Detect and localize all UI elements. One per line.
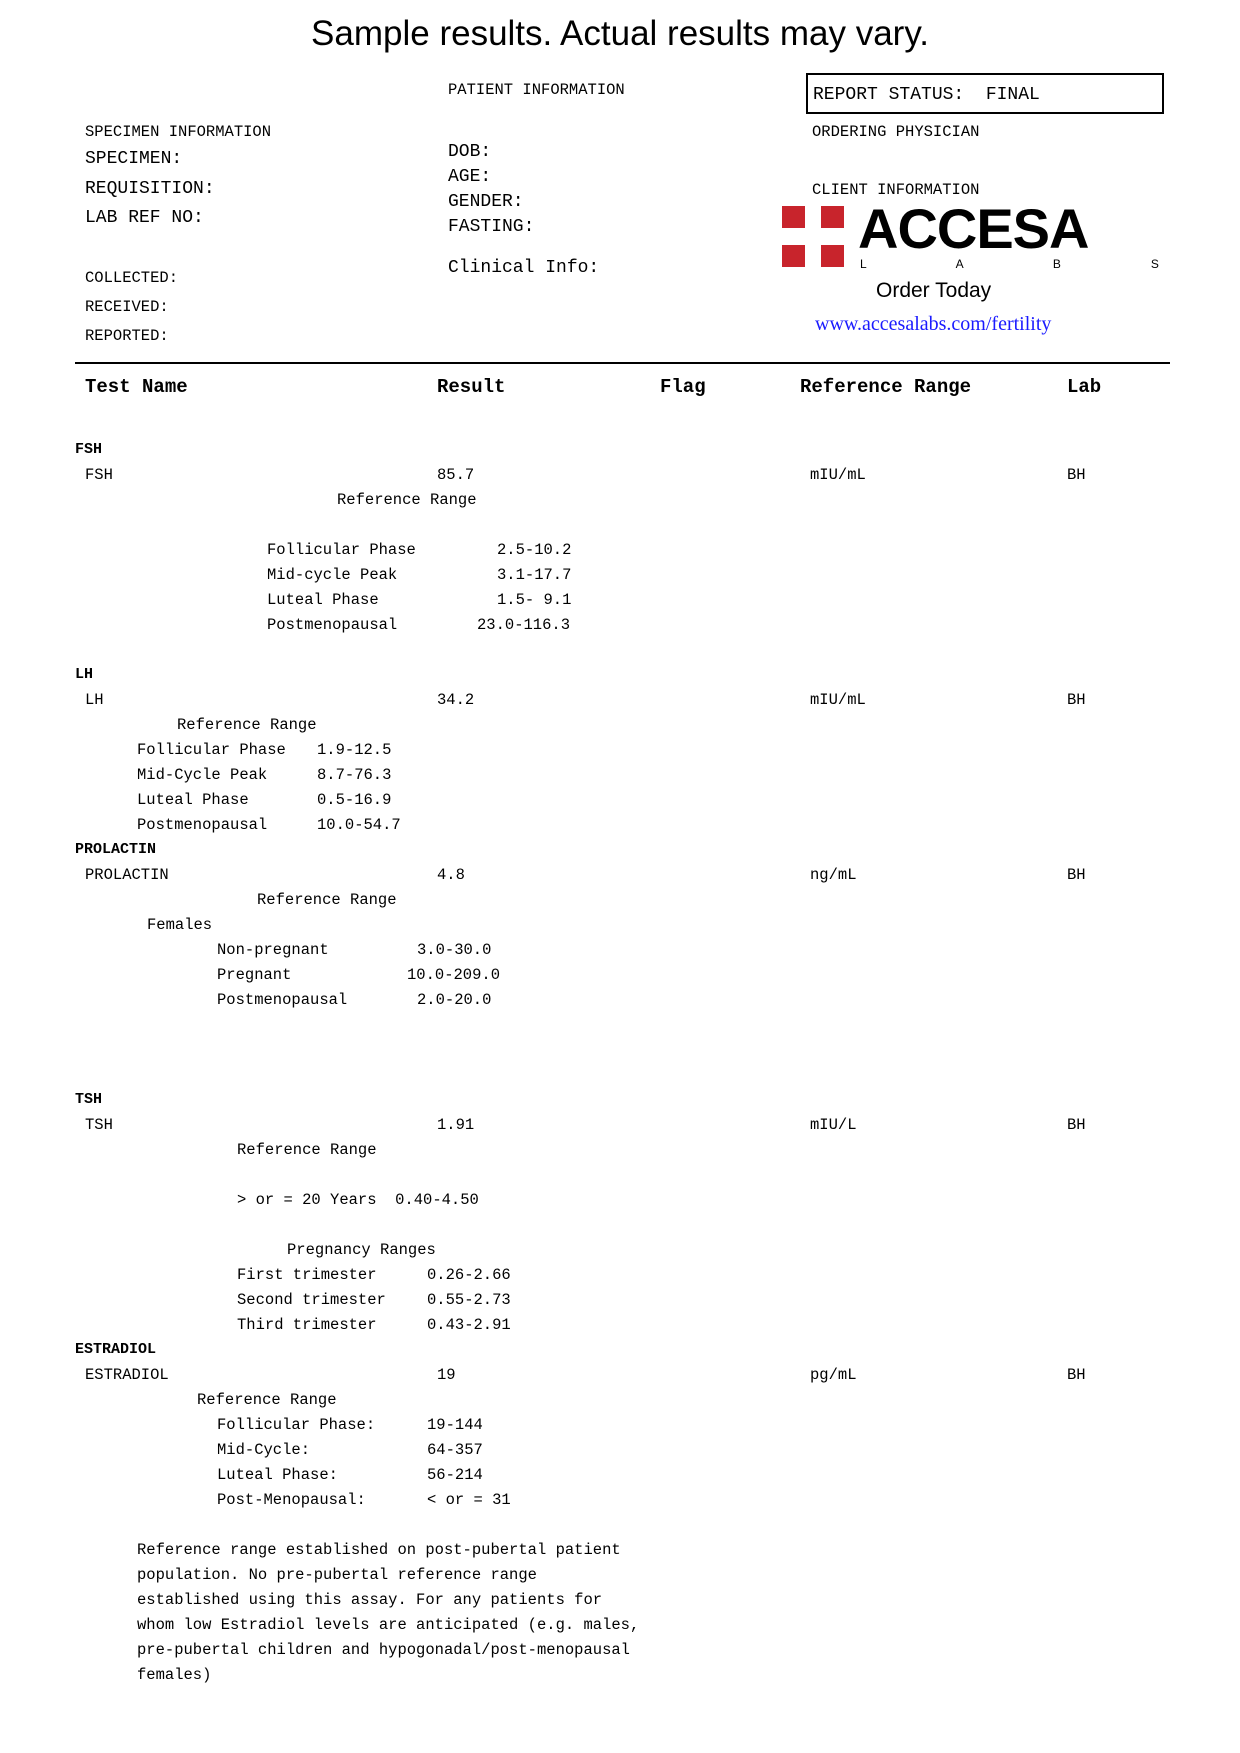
tsh-pregnancy-title: Pregnancy Ranges	[287, 1241, 436, 1259]
prolactin-ref-label: Pregnant	[217, 966, 292, 984]
header-divider	[75, 362, 1170, 364]
estradiol-ref-label: Mid-Cycle:	[217, 1441, 311, 1459]
fasting-label: FASTING:	[448, 217, 535, 237]
estradiol-section-heading: ESTRADIOL	[75, 1341, 157, 1358]
tsh-ref-value: 0.43-2.91	[427, 1316, 511, 1334]
tsh-ref-label: Second trimester	[237, 1291, 386, 1309]
logo-subtitle: L A B S	[860, 257, 1179, 271]
fsh-test-name: FSH	[85, 466, 113, 484]
prolactin-ref-value: 2.0-20.0	[417, 991, 492, 1009]
estradiol-ref-value: < or = 31	[427, 1491, 511, 1509]
prolactin-result: 4.8	[437, 866, 465, 884]
clinical-info-label: Clinical Info:	[448, 258, 600, 278]
tsh-units: mIU/L	[810, 1116, 857, 1134]
estradiol-ref-label: Luteal Phase:	[217, 1466, 338, 1484]
prolactin-ref-value: 3.0-30.0	[417, 941, 492, 959]
note-line: Reference range established on post-pubertal patient	[137, 1541, 621, 1559]
lh-ref-value: 1.9-12.5	[317, 741, 392, 759]
specimen-label: SPECIMEN:	[85, 149, 183, 169]
prolactin-ref-label: Non-pregnant	[217, 941, 329, 959]
report-status: REPORT STATUS: FINAL	[813, 85, 1040, 105]
note-line: females)	[137, 1666, 212, 1684]
tsh-ref-value: 0.55-2.73	[427, 1291, 511, 1309]
lh-units: mIU/mL	[810, 691, 866, 709]
note-line: population. No pre-pubertal reference range	[137, 1566, 537, 1584]
patient-information-heading: PATIENT INFORMATION	[448, 81, 625, 99]
tsh-section-heading: TSH	[75, 1091, 103, 1108]
lh-reference-title: Reference Range	[177, 716, 317, 734]
specimen-information-heading: SPECIMEN INFORMATION	[85, 123, 272, 141]
sample-disclaimer-banner: Sample results. Actual results may vary.	[311, 14, 929, 53]
col-flag: Flag	[660, 376, 706, 398]
fsh-ref-value: 3.1-17.7	[497, 566, 572, 584]
prolactin-test-name: PROLACTIN	[85, 866, 169, 884]
col-test-name: Test Name	[85, 376, 188, 398]
tsh-ref-label: Third trimester	[237, 1316, 377, 1334]
requisition-label: REQUISITION:	[85, 179, 215, 199]
lh-ref-label: Postmenopausal	[137, 816, 268, 834]
fsh-ref-label: Postmenopausal	[267, 616, 398, 634]
prolactin-ref-value: 10.0-209.0	[407, 966, 501, 984]
tsh-ref-value: 0.26-2.66	[427, 1266, 511, 1284]
fsh-units: mIU/mL	[810, 466, 866, 484]
lh-ref-label: Luteal Phase	[137, 791, 249, 809]
prolactin-units: ng/mL	[810, 866, 857, 884]
estradiol-ref-label: Post-Menopausal:	[217, 1491, 366, 1509]
order-today-text: Order Today	[876, 279, 992, 302]
lh-ref-value: 8.7-76.3	[317, 766, 392, 784]
estradiol-units: pg/mL	[810, 1366, 857, 1384]
estradiol-reference-title: Reference Range	[197, 1391, 337, 1409]
lh-test-name: LH	[85, 691, 104, 709]
tsh-ref-label: First trimester	[237, 1266, 377, 1284]
lh-ref-value: 10.0-54.7	[317, 816, 401, 834]
fertility-link[interactable]: www.accesalabs.com/fertility	[815, 313, 1052, 335]
fsh-reference-title: Reference Range	[337, 491, 477, 509]
tsh-adult-range: > or = 20 Years 0.40-4.50	[237, 1191, 479, 1209]
collected-label: COLLECTED:	[85, 269, 179, 287]
client-information-heading: CLIENT INFORMATION	[812, 181, 980, 199]
col-lab: Lab	[1067, 376, 1102, 398]
col-result: Result	[437, 376, 506, 398]
note-line: whom low Estradiol levels are anticipated (e.g. males,	[137, 1616, 640, 1634]
fsh-ref-label: Mid-cycle Peak	[267, 566, 398, 584]
estradiol-ref-value: 56-214	[427, 1466, 483, 1484]
prolactin-group-label: Females	[147, 916, 213, 934]
estradiol-ref-label: Follicular Phase:	[217, 1416, 376, 1434]
ordering-physician-heading: ORDERING PHYSICIAN	[812, 123, 980, 141]
gender-label: GENDER:	[448, 192, 524, 212]
fsh-lab: BH	[1067, 466, 1086, 484]
fsh-ref-value: 2.5-10.2	[497, 541, 572, 559]
age-label: AGE:	[448, 167, 492, 187]
fsh-ref-label: Luteal Phase	[267, 591, 379, 609]
fsh-ref-value: 23.0-116.3	[477, 616, 571, 634]
prolactin-ref-label: Postmenopausal	[217, 991, 348, 1009]
estradiol-ref-value: 64-357	[427, 1441, 483, 1459]
estradiol-test-name: ESTRADIOL	[85, 1366, 169, 1384]
prolactin-reference-title: Reference Range	[257, 891, 397, 909]
tsh-lab: BH	[1067, 1116, 1086, 1134]
received-label: RECEIVED:	[85, 298, 169, 316]
logo-name: ACCESA	[858, 197, 1089, 260]
estradiol-ref-value: 19-144	[427, 1416, 483, 1434]
lab-ref-no-label: LAB REF NO:	[85, 208, 204, 228]
estradiol-lab: BH	[1067, 1366, 1086, 1384]
fsh-ref-label: Follicular Phase	[267, 541, 416, 559]
fsh-ref-value: 1.5- 9.1	[497, 591, 572, 609]
note-line: established using this assay. For any patients for	[137, 1591, 603, 1609]
prolactin-lab: BH	[1067, 866, 1086, 884]
tsh-reference-title: Reference Range	[237, 1141, 377, 1159]
lh-lab: BH	[1067, 691, 1086, 709]
note-line: pre-pubertal children and hypogonadal/post-menopausal	[137, 1641, 630, 1659]
estradiol-result: 19	[437, 1366, 456, 1384]
tsh-test-name: TSH	[85, 1116, 113, 1134]
lh-section-heading: LH	[75, 666, 94, 683]
prolactin-section-heading: PROLACTIN	[75, 841, 157, 858]
fsh-section-heading: FSH	[75, 441, 103, 458]
lh-result: 34.2	[437, 691, 475, 709]
lh-ref-label: Mid-Cycle Peak	[137, 766, 268, 784]
lh-ref-value: 0.5-16.9	[317, 791, 392, 809]
tsh-result: 1.91	[437, 1116, 475, 1134]
col-reference-range: Reference Range	[800, 376, 972, 398]
dob-label: DOB:	[448, 142, 492, 162]
lh-ref-label: Follicular Phase	[137, 741, 286, 759]
reported-label: REPORTED:	[85, 327, 169, 345]
fsh-result: 85.7	[437, 466, 475, 484]
